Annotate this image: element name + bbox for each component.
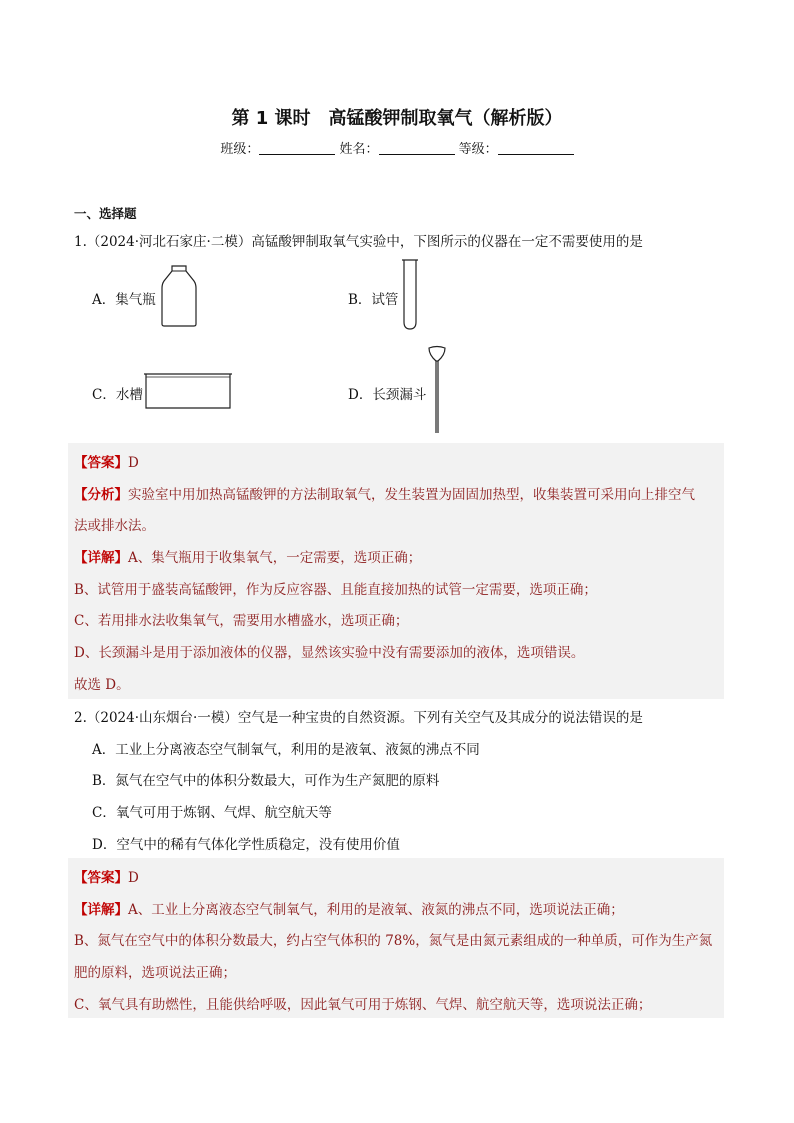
detail-text: A、工业上分离液态空气制氧气，利用的是液氧、液氮的沸点不同，选项说法正确； xyxy=(128,902,624,918)
answer-value: D xyxy=(128,455,139,471)
q1-detail-d: D、长颈漏斗是用于添加液体的仪器，显然该实验中没有需要添加的液体，选项错误。 xyxy=(74,645,585,661)
q1-detail-a xyxy=(74,546,421,566)
q1-detail-b: B、试管用于盛装高锰酸钾，作为反应容器、且能直接加热的试管一定需要，选项正确； xyxy=(74,582,597,598)
q2-stem: 2.（2024·山东烟台·一模）空气是一种宝贵的自然资源。下列有关空气及其成分的说法错误的是 xyxy=(74,710,643,726)
q2-option-d: D．空气中的稀有气体化学性质稳定，没有使用价值 xyxy=(92,837,400,853)
q2-detail-b-1: B、氮气在空气中的体积分数最大，约占空气体积的 78%，氮气是由氮元素组成的一种单质，可作为生产氮 xyxy=(74,933,713,949)
q2-detail-b-2: 肥的原料，选项说法正确； xyxy=(74,965,236,981)
q2-option-a: A．工业上分离液态空气制氧气，利用的是液氧、液氮的沸点不同 xyxy=(92,742,480,758)
q1-detail-c: C、若用排水法收集氧气，需要用水槽盛水，选项正确； xyxy=(74,613,409,629)
q1-analysis-line-2: 法或排水法。 xyxy=(74,518,155,534)
gas-bottle-icon xyxy=(158,263,200,329)
student-info-line xyxy=(0,138,794,157)
analysis-text: 实验室中用加热高锰酸钾的方法制取氧气，发生装置为固固加热型，收集装置可采用向上排空气 xyxy=(128,487,695,503)
name-blank xyxy=(379,141,455,155)
q2-answer-panel xyxy=(68,858,724,1018)
page-title: 第 1 课时 高锰酸钾制取氧气（解析版） xyxy=(231,108,563,129)
q1-option-a: A．集气瓶 xyxy=(92,292,156,308)
detail-text: A、集气瓶用于收集氧气，一定需要，选项正确； xyxy=(128,550,422,566)
section-heading: 一、选择题 xyxy=(74,206,137,221)
q1-option-d: D．长颈漏斗 xyxy=(348,387,427,403)
name-label: 姓名： xyxy=(339,142,379,157)
detail-tag: 【详解】 xyxy=(74,550,128,566)
q1-answer-line xyxy=(74,451,139,471)
detail-tag: 【详解】 xyxy=(74,902,128,918)
test-tube-icon xyxy=(400,258,420,332)
water-trough-icon xyxy=(143,371,233,411)
q1-stem: 1.（2024·河北石家庄·二模）高锰酸钾制取氧气实验中，下图所示的仪器在一定不需要使用的是 xyxy=(74,234,643,250)
answer-tag: 【答案】 xyxy=(74,455,128,471)
class-label: 班级： xyxy=(220,142,260,157)
q1-option-b: B．试管 xyxy=(348,292,399,308)
q1-option-c: C．水槽 xyxy=(92,387,143,403)
q1-analysis-line-1 xyxy=(74,483,695,503)
q1-conclusion: 故选 D。 xyxy=(74,677,130,693)
answer-value: D xyxy=(128,870,139,886)
q2-detail-c: C、氧气具有助燃性，且能供给呼吸，因此氧气可用于炼钢、气焊、航空航天等，选项说法正确； xyxy=(74,997,652,1013)
q2-option-c: C．氧气可用于炼钢、气焊、航空航天等 xyxy=(92,805,332,821)
q1-answer-panel xyxy=(68,443,724,699)
q2-option-b: B．氮气在空气中的体积分数最大，可作为生产氮肥的原料 xyxy=(92,773,440,789)
q2-detail-a xyxy=(74,898,624,918)
q2-answer-line xyxy=(74,866,139,886)
answer-tag: 【答案】 xyxy=(74,870,128,886)
class-blank xyxy=(259,141,335,155)
grade-label: 等级： xyxy=(458,142,498,157)
long-neck-funnel-icon xyxy=(426,345,448,435)
grade-blank xyxy=(498,141,574,155)
analysis-tag: 【分析】 xyxy=(74,487,128,503)
